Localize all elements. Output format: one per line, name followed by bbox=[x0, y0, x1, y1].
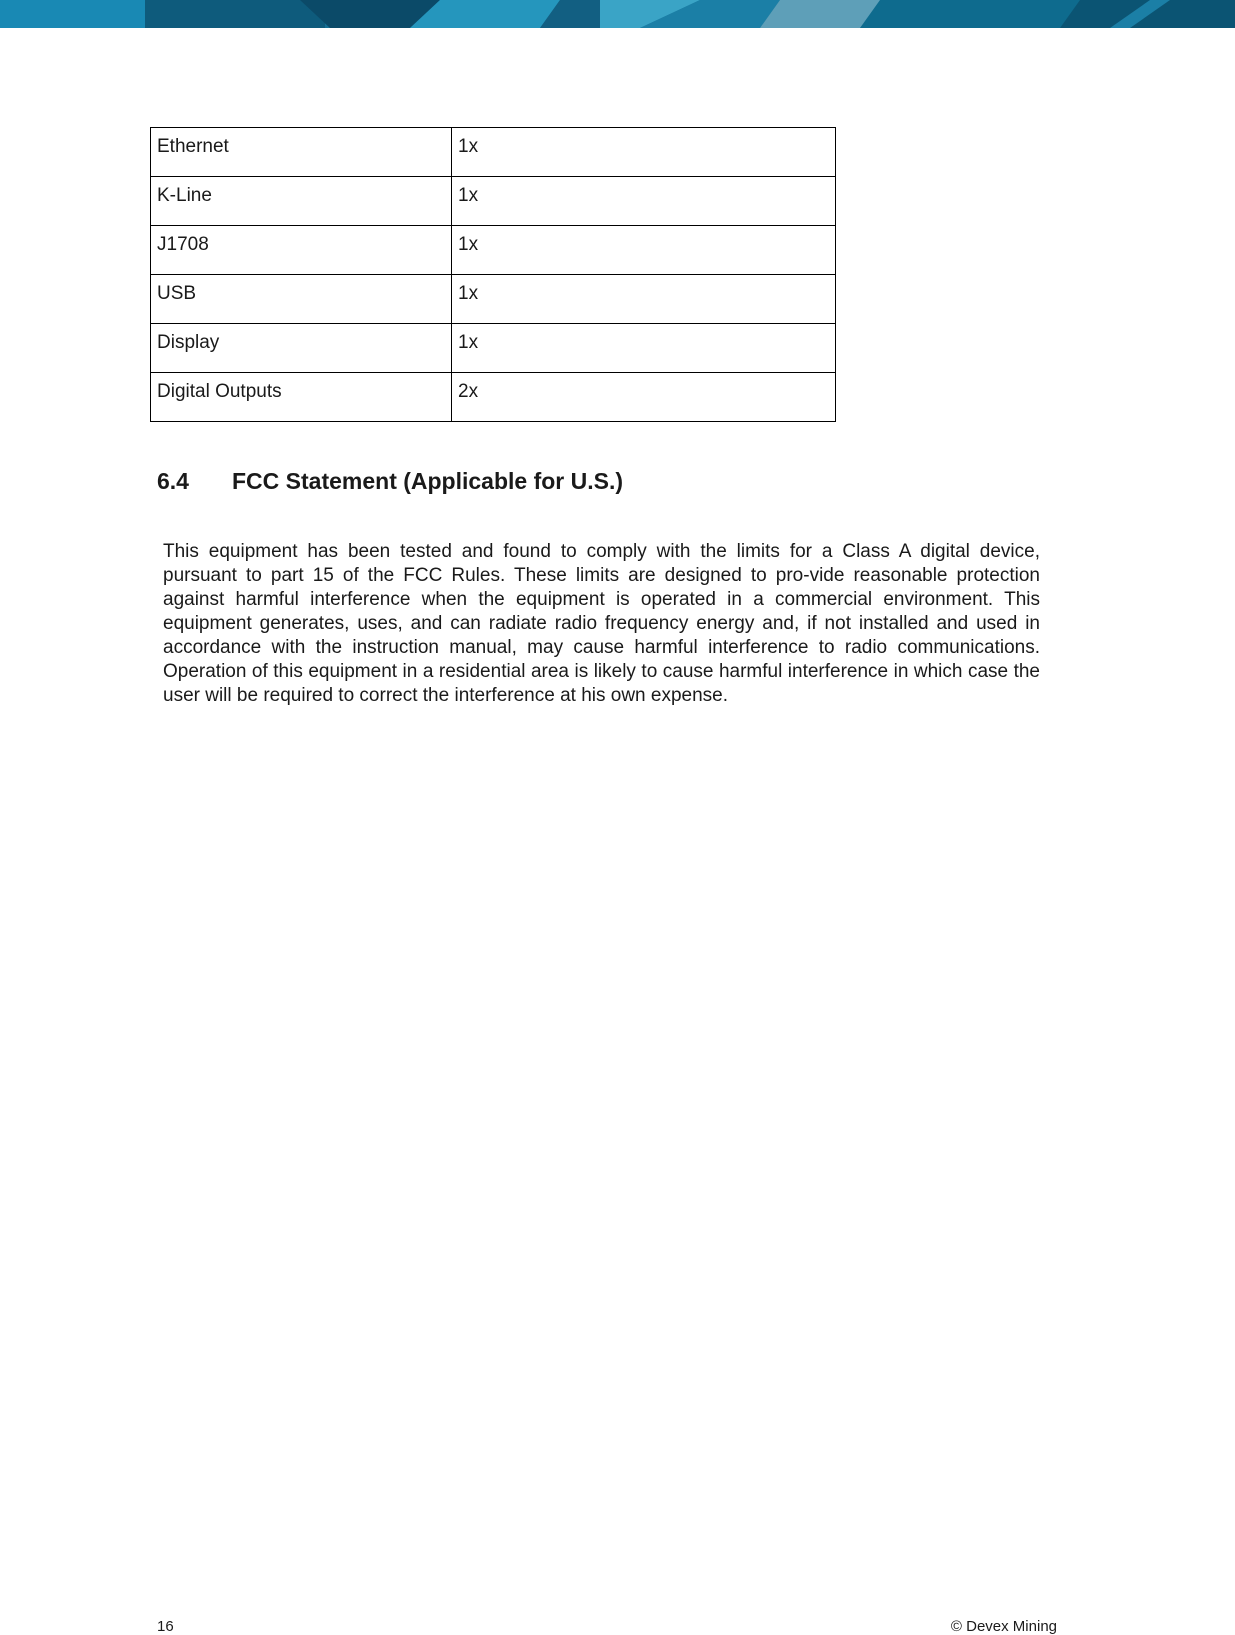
section-title: FCC Statement (Applicable for U.S.) bbox=[232, 468, 624, 494]
spec-label: Display bbox=[151, 324, 452, 373]
spec-value: 1x bbox=[452, 226, 836, 275]
table-row bbox=[151, 177, 836, 226]
table-row bbox=[151, 324, 836, 373]
spec-value: 1x bbox=[452, 177, 836, 226]
section-number: 6.4 bbox=[157, 468, 189, 494]
table-row bbox=[151, 128, 836, 177]
banner-graphic bbox=[0, 0, 1235, 28]
fcc-statement-paragraph: This equipment has been tested and found to comply with the limits for a Class A digital device, pursuant to part 15 of the FCC Rules. These limits are designed to pro-vide reasonable protection against harmful interference when the equipment is operated in a commercial environment. This equipment generates, uses, and can radiate radio frequency energy and, if not installed and used in accordance with the instruction manual, may cause harmful interference to radio communications. Operation of this equipment in a residential area is likely to cause harmful interference in which case the user will be required to correct the interference at his own expense. bbox=[163, 541, 1040, 706]
table-row bbox=[151, 275, 836, 324]
page-number: 16 bbox=[157, 1618, 174, 1635]
table-row bbox=[151, 226, 836, 275]
spec-label: Ethernet bbox=[151, 128, 452, 177]
spec-label: J1708 bbox=[151, 226, 452, 275]
spec-value: 1x bbox=[452, 324, 836, 373]
spec-value: 1x bbox=[452, 128, 836, 177]
spec-value: 1x bbox=[452, 275, 836, 324]
spec-value: 2x bbox=[452, 373, 836, 422]
spec-label: K-Line bbox=[151, 177, 452, 226]
section-heading bbox=[157, 468, 623, 495]
header-banner bbox=[0, 0, 1235, 28]
spec-label: Digital Outputs bbox=[151, 373, 452, 422]
spec-table bbox=[150, 127, 836, 422]
spec-label: USB bbox=[151, 275, 452, 324]
copyright-text: © Devex Mining bbox=[950, 1618, 1057, 1635]
table-row bbox=[151, 373, 836, 422]
